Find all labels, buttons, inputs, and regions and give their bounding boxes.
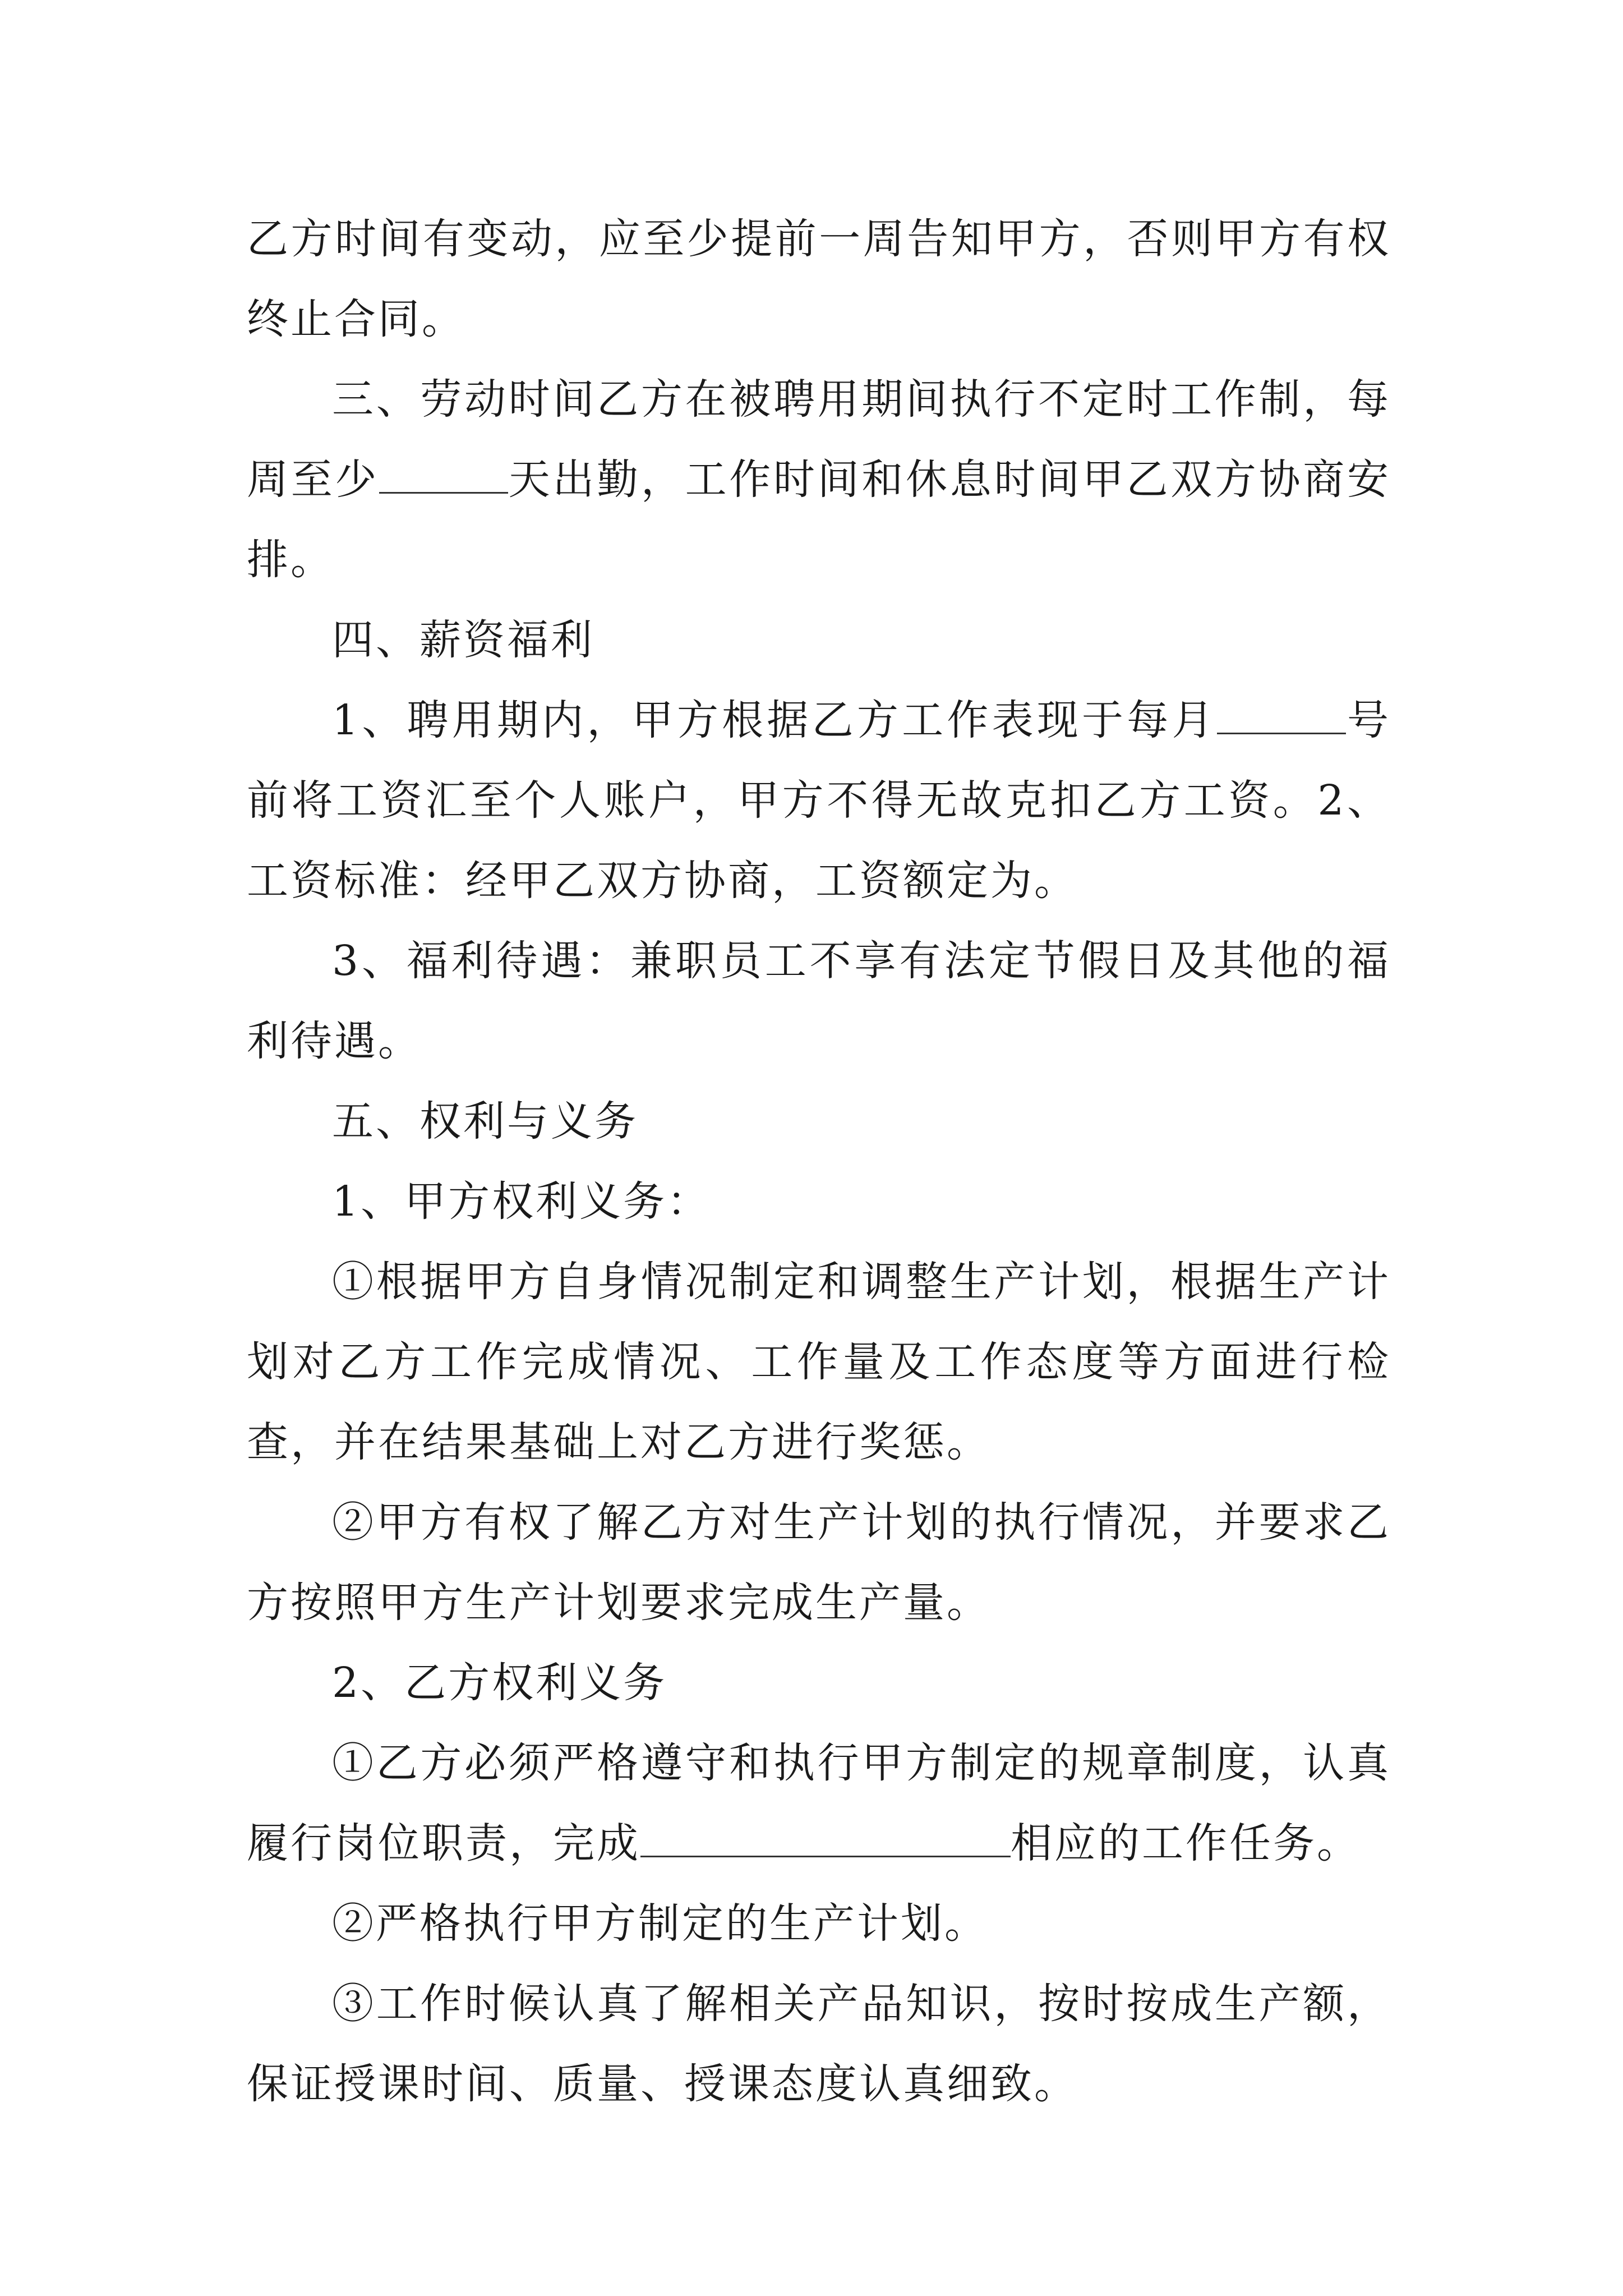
paragraph-text: 五、权利与义务 [332,1097,638,1145]
paragraph [247,199,1391,360]
paragraph [247,1483,1391,1643]
paragraph-text: 三、劳动时间乙方在被聘用期间执行不定时工作制，每周至少 [247,375,1391,504]
paragraph-text: ③工作时候认真了解相关产品知识，按时按成生产额，保证授课时间、质量、授课态度认真细致。 [247,1980,1391,2108]
paragraph [247,921,1391,1082]
paragraph-text: ①根据甲方自身情况制定和调整生产计划，根据生产计划对乙方工作完成情况、工作量及工作态度等方面进行检查，并在结果基础上对乙方进行奖惩。 [247,1258,1391,1466]
subsection-heading [247,1162,1391,1242]
document-body [247,199,1391,2124]
fill-in-blank [640,1816,1011,1857]
paragraph-text: 相应的工作任务。 [1011,1819,1361,1867]
paragraph [247,680,1391,921]
paragraph-text: 号前将工资汇至个人账户，甲方不得无故克扣乙方工资。2、工资标准：经甲乙双方协商，工资额定为。 [247,696,1391,905]
paragraph-text: 2、乙方权利义务 [332,1659,667,1707]
paragraph [247,1884,1391,1964]
section-heading [247,1082,1391,1162]
paragraph [247,360,1391,600]
paragraph-text: 乙方时间有变动，应至少提前一周告知甲方，否则甲方有权终止合同。 [247,215,1391,343]
paragraph [247,1723,1391,1884]
paragraph-text: 1、甲方权利义务： [332,1177,711,1226]
paragraph-text: ②甲方有权了解乙方对生产计划的执行情况，并要求乙方按照甲方生产计划要求完成生产量。 [247,1498,1391,1627]
paragraph-text: ①乙方必须严格遵守和执行甲方制定的规章制度，认真履行岗位职责，完成 [247,1739,1391,1867]
paragraph-text: 3、福利待遇：兼职员工不享有法定节假日及其他的福利待遇。 [247,937,1391,1065]
subsection-heading [247,1643,1391,1723]
paragraph-text: 天出勤，工作时间和休息时间甲乙双方协商安排。 [247,455,1391,584]
paragraph [247,1964,1391,2124]
section-heading [247,600,1391,680]
paragraph-text: 1、聘用期内，甲方根据乙方工作表现于每月 [332,696,1217,744]
fill-in-blank [1217,693,1346,734]
paragraph-text: ②严格执行甲方制定的生产计划。 [332,1899,988,1948]
paragraph [247,1242,1391,1483]
fill-in-blank [379,453,508,494]
paragraph-text: 四、薪资福利 [332,616,594,664]
